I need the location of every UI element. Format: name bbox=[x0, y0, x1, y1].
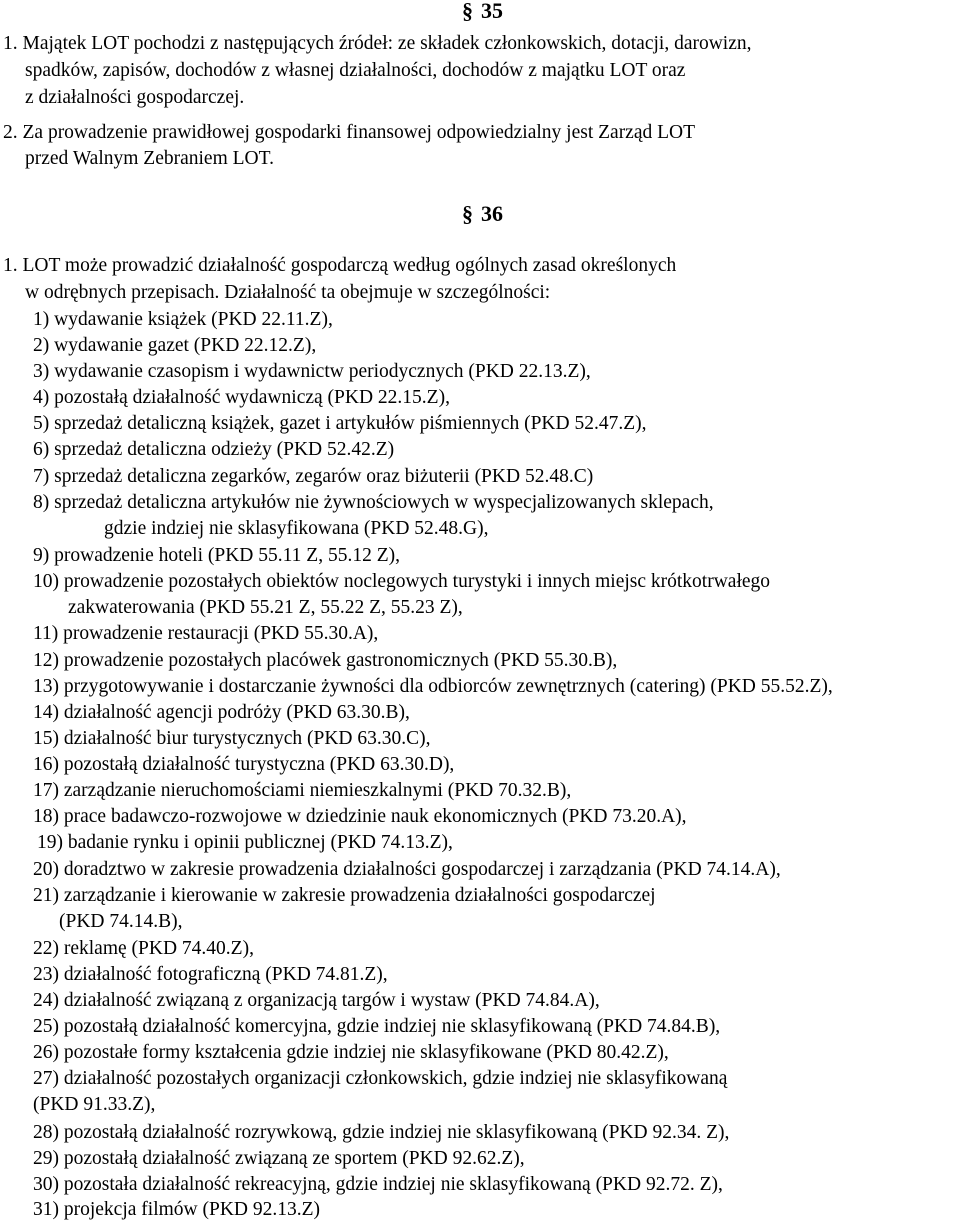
list-item-continuation: (PKD 91.33.Z), bbox=[33, 1094, 156, 1115]
list-item: 30) pozostała działalność rekreacyjną, gdzie indziej nie sklasyfikowaną (PKD 92.72. Z), bbox=[33, 1174, 723, 1195]
section-36-heading bbox=[462, 201, 503, 227]
list-item-continuation: gdzie indziej nie sklasyfikowana (PKD 52.48.G), bbox=[104, 518, 489, 539]
list-item: 20) doradztwo w zakresie prowadzenia działalności gospodarczej i zarządzania (PKD 74.14.A), bbox=[33, 859, 781, 880]
paragraph-line: 1. LOT może prowadzić działalność gospodarczą według ogólnych zasad określonych bbox=[3, 255, 677, 276]
list-item-continuation: (PKD 74.14.B), bbox=[59, 911, 183, 932]
list-item: 2) wydawanie gazet (PKD 22.12.Z), bbox=[33, 335, 317, 356]
section-sign: § bbox=[462, 201, 473, 226]
paragraph-line: w odrębnych przepisach. Działalność ta obejmuje w szczególności: bbox=[25, 282, 551, 303]
list-item: 13) przygotowywanie i dostarczanie żywności dla odbiorców zewnętrznych (catering) (PKD 55.52.Z), bbox=[33, 676, 833, 697]
list-item: 27) działalność pozostałych organizacji członkowskich, gdzie indziej nie sklasyfikowaną bbox=[33, 1068, 728, 1089]
list-item: 19) badanie rynku i opinii publicznej (PKD 74.13.Z), bbox=[37, 832, 453, 853]
paragraph-line: przed Walnym Zebraniem LOT. bbox=[25, 148, 274, 169]
section-35-heading bbox=[462, 0, 503, 24]
list-item: 29) pozostałą działalność związaną ze sportem (PKD 92.62.Z), bbox=[33, 1148, 525, 1169]
section-number: 35 bbox=[481, 0, 503, 23]
list-item: 17) zarządzanie nieruchomościami niemieszkalnymi (PKD 70.32.B), bbox=[33, 780, 572, 801]
list-item: 18) prace badawczo-rozwojowe w dziedzinie nauk ekonomicznych (PKD 73.20.A), bbox=[33, 806, 687, 827]
list-item: 1) wydawanie książek (PKD 22.11.Z), bbox=[33, 309, 333, 330]
section-number: 36 bbox=[481, 201, 503, 226]
section-sign: § bbox=[462, 0, 473, 23]
list-item: 26) pozostałe formy kształcenia gdzie indziej nie sklasyfikowane (PKD 80.42.Z), bbox=[33, 1042, 669, 1063]
paragraph-line: 2. Za prowadzenie prawidłowej gospodarki finansowej odpowiedzialny jest Zarząd LOT bbox=[3, 122, 696, 143]
list-item: 28) pozostałą działalność rozrywkową, gdzie indziej nie sklasyfikowaną (PKD 92.34. Z), bbox=[33, 1122, 730, 1143]
list-item: 11) prowadzenie restauracji (PKD 55.30.A), bbox=[33, 623, 379, 644]
list-item: 14) działalność agencji podróży (PKD 63.30.B), bbox=[33, 702, 410, 723]
list-item: 8) sprzedaż detaliczna artykułów nie żywnościowych w wyspecjalizowanych sklepach, bbox=[33, 492, 714, 513]
list-item: 21) zarządzanie i kierowanie w zakresie prowadzenia działalności gospodarczej bbox=[33, 885, 656, 906]
list-item: 3) wydawanie czasopism i wydawnictw periodycznych (PKD 22.13.Z), bbox=[33, 361, 591, 382]
list-item: 22) reklamę (PKD 74.40.Z), bbox=[33, 938, 254, 959]
paragraph-line: spadków, zapisów, dochodów z własnej działalności, dochodów z majątku LOT oraz bbox=[25, 60, 686, 81]
list-item: 9) prowadzenie hoteli (PKD 55.11 Z, 55.12 Z), bbox=[33, 545, 400, 566]
list-item: 23) działalność fotograficzną (PKD 74.81.Z), bbox=[33, 964, 388, 985]
list-item: 6) sprzedaż detaliczna odzieży (PKD 52.42.Z) bbox=[33, 439, 395, 460]
list-item: 12) prowadzenie pozostałych placówek gastronomicznych (PKD 55.30.B), bbox=[33, 650, 618, 671]
list-item: 4) pozostałą działalność wydawniczą (PKD 22.15.Z), bbox=[33, 387, 450, 408]
list-item: 7) sprzedaż detaliczna zegarków, zegarów oraz biżuterii (PKD 52.48.C) bbox=[33, 466, 594, 487]
list-item: 16) pozostałą działalność turystyczna (PKD 63.30.D), bbox=[33, 754, 455, 775]
list-item-continuation: zakwaterowania (PKD 55.21 Z, 55.22 Z, 55.23 Z), bbox=[68, 597, 463, 618]
list-item: 5) sprzedaż detaliczną książek, gazet i artykułów piśmiennych (PKD 52.47.Z), bbox=[33, 413, 647, 434]
list-item: 15) działalność biur turystycznych (PKD 63.30.C), bbox=[33, 728, 431, 749]
list-item: 25) pozostałą działalność komercyjna, gdzie indziej nie sklasyfikowaną (PKD 74.84.B), bbox=[33, 1016, 721, 1037]
paragraph-line: 1. Majątek LOT pochodzi z następujących źródeł: ze składek członkowskich, dotacji, darowizn, bbox=[3, 33, 752, 54]
paragraph-line: z działalności gospodarczej. bbox=[25, 87, 245, 108]
list-item: 31) projekcja filmów (PKD 92.13.Z) bbox=[33, 1199, 321, 1220]
list-item: 10) prowadzenie pozostałych obiektów noclegowych turystyki i innych miejsc krótkotrwałego bbox=[33, 571, 771, 592]
list-item: 24) działalność związaną z organizacją targów i wystaw (PKD 74.84.A), bbox=[33, 990, 600, 1011]
